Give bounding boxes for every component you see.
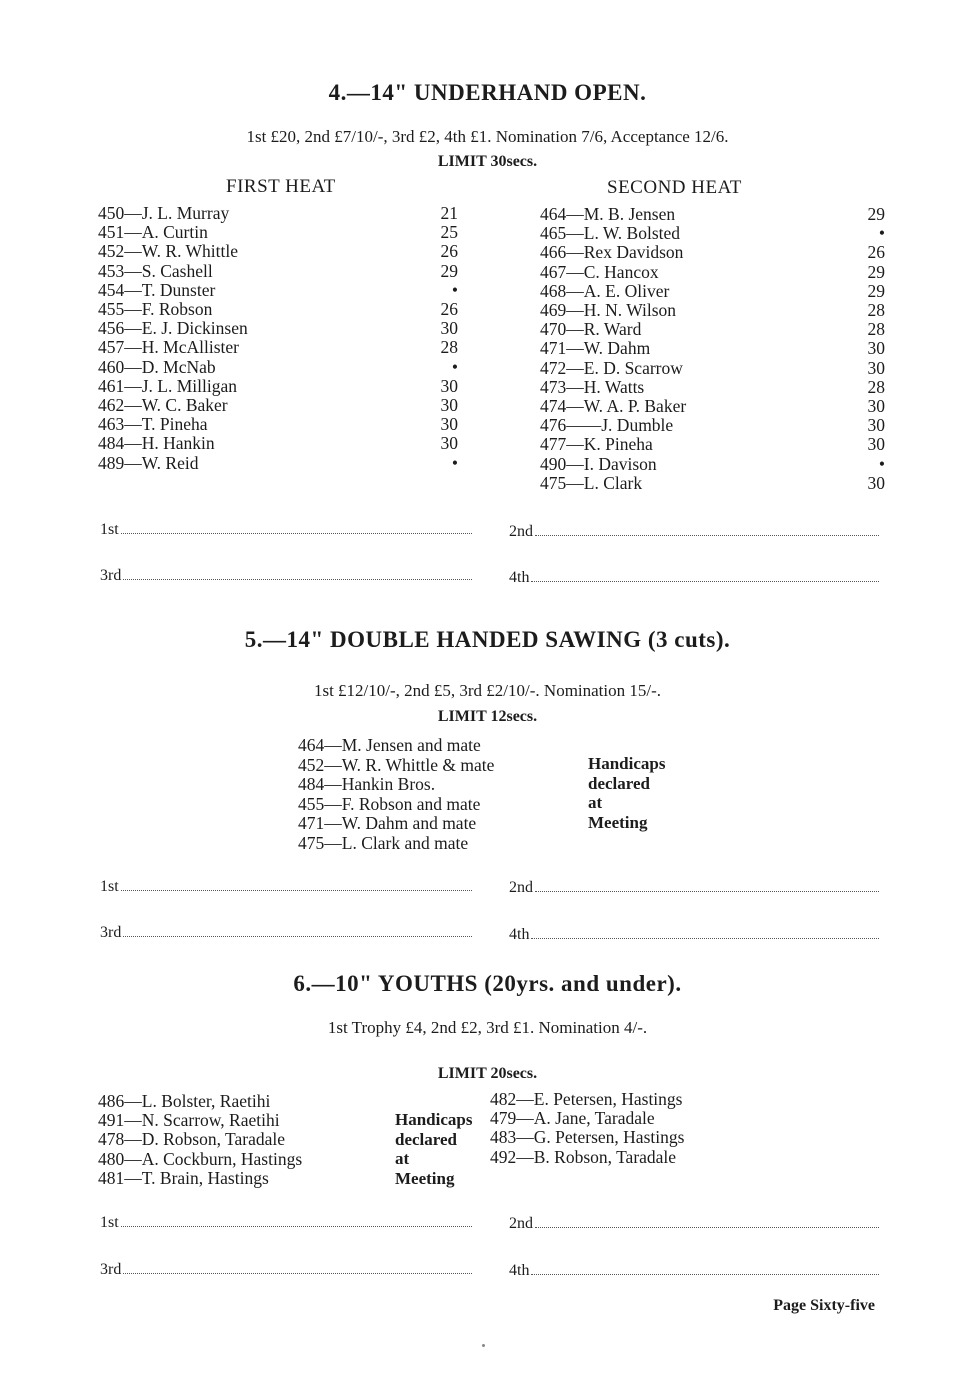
heat-row xyxy=(98,319,458,338)
handicap-time: 26 xyxy=(867,242,885,263)
handicap-time: 26 xyxy=(440,241,458,262)
competitor-name: 454—T. Dunster xyxy=(98,279,216,300)
handicap-time: 29 xyxy=(867,280,885,301)
event4-place-1[interactable]: 1st xyxy=(100,521,472,539)
competitor-name: 462—W. C. Baker xyxy=(98,395,228,415)
competitor-name: 470—R. Ward xyxy=(540,319,642,340)
competitor-name: 455—F. Robson xyxy=(98,299,213,319)
youth-entry: 492—B. Robson, Taradale xyxy=(490,1146,677,1167)
handicap-time: 26 xyxy=(440,299,458,319)
heat-row xyxy=(540,339,885,358)
event4-prizes: 1st £20, 2nd £7/10/-, 3rd £2, 4th £1. Nomination 7/6, Acceptance 12/6. xyxy=(246,127,729,146)
handicap-time: • xyxy=(451,452,458,473)
competitor-name: 451—A. Curtin xyxy=(98,222,208,243)
youth-entry: 482—E. Petersen, Hastings xyxy=(490,1089,683,1109)
competitor-name: 476——J. Dumble xyxy=(540,415,674,436)
competitor-name: 471—W. Dahm xyxy=(540,338,651,359)
first-heat-heading: FIRST HEAT xyxy=(226,176,336,197)
event6-place-2[interactable]: 2nd xyxy=(509,1215,879,1233)
competitor-name: 477—K. Pineha xyxy=(540,434,653,455)
competitor-name: 484—H. Hankin xyxy=(98,433,215,454)
competitor-name: 450—J. L. Murray xyxy=(98,203,230,223)
event5-limit: LIMIT 12secs. xyxy=(437,708,538,725)
handicap-time: 30 xyxy=(867,396,885,416)
event5-place-2[interactable]: 2nd xyxy=(509,879,879,897)
heat-row xyxy=(98,242,458,261)
handicap-time: 28 xyxy=(440,337,458,358)
event4-title: 4.—14" UNDERHAND OPEN. xyxy=(328,80,647,105)
event6-place-3[interactable]: 3rd xyxy=(100,1261,472,1279)
heat-row xyxy=(540,378,885,397)
handicap-time: 30 xyxy=(867,434,885,455)
event5-place-1[interactable]: 1st xyxy=(100,878,472,896)
team-entry: 455—F. Robson and mate xyxy=(298,793,481,814)
competitor-name: 469—H. N. Wilson xyxy=(540,300,677,320)
competitor-name: 466—Rex Davidson xyxy=(540,242,684,263)
handicap-time: 29 xyxy=(867,204,885,224)
heat-row xyxy=(540,263,885,282)
handicap-time: 29 xyxy=(440,260,458,281)
heat-row xyxy=(540,243,885,262)
heat-row xyxy=(540,474,885,493)
youth-entry: 483—G. Petersen, Hastings xyxy=(490,1127,685,1148)
competitor-name: 461—J. L. Milligan xyxy=(98,375,238,396)
handicap-time: 30 xyxy=(440,318,458,339)
handicap-time: 28 xyxy=(867,376,885,397)
handicap-time: 30 xyxy=(440,375,458,396)
heat-row xyxy=(540,320,885,339)
heat-row xyxy=(98,300,458,319)
handicap-note-line: declared xyxy=(395,1129,458,1149)
competitor-name: 457—H. McAllister xyxy=(98,337,239,358)
competitor-name: 452—W. R. Whittle xyxy=(98,241,238,262)
competitor-name: 489—W. Reid xyxy=(98,452,199,473)
handicap-time: 28 xyxy=(867,300,885,320)
handicap-note-line: Handicaps xyxy=(395,1110,473,1129)
page-number: Page Sixty-five xyxy=(773,1297,875,1314)
team-entry: 464—M. Jensen and mate xyxy=(298,735,481,755)
heat-row xyxy=(98,434,458,453)
handicap-time: 30 xyxy=(867,415,885,436)
event6-prizes: 1st Trophy £4, 2nd £2, 3rd £1. Nomination 4/-. xyxy=(327,1018,648,1037)
event5-place-4[interactable]: 4th xyxy=(509,926,879,944)
handicap-time: 30 xyxy=(867,338,885,359)
youth-entry: 479—A. Jane, Taradale xyxy=(490,1108,655,1129)
heat-row xyxy=(540,205,885,224)
handicap-time: 30 xyxy=(867,357,885,378)
heat-row xyxy=(98,338,458,357)
competitor-name: 456—E. J. Dickinsen xyxy=(98,318,248,339)
heat-row xyxy=(98,281,458,300)
team-entry: 484—Hankin Bros. xyxy=(298,774,436,794)
handicap-note-line: Meeting xyxy=(395,1168,455,1188)
handicap-note-line: Meeting xyxy=(588,812,648,832)
event4-limit: LIMIT 30secs. xyxy=(437,153,538,170)
competitor-name: 473—H. Watts xyxy=(540,376,645,397)
handicap-time: • xyxy=(451,356,458,377)
competitor-name: 490—I. Davison xyxy=(540,453,657,474)
event6-place-1[interactable]: 1st xyxy=(100,1214,472,1232)
event5-title: 5.—14" DOUBLE HANDED SAWING (3 cuts). xyxy=(244,627,731,652)
heat-row xyxy=(540,359,885,378)
competitor-name: 460—D. McNab xyxy=(98,356,216,377)
heat-row xyxy=(98,377,458,396)
competitor-name: 465—L. W. Bolsted xyxy=(540,223,681,244)
youth-entry: 491—N. Scarrow, Raetihi xyxy=(98,1110,280,1131)
competitor-name: 475—L. Clark xyxy=(540,472,643,493)
competitor-name: 464—M. B. Jensen xyxy=(540,204,676,224)
handicap-time: • xyxy=(878,453,885,474)
heat-row xyxy=(540,435,885,454)
team-entry: 475—L. Clark and mate xyxy=(298,832,469,853)
handicap-time: 30 xyxy=(440,433,458,454)
handicap-time: 29 xyxy=(867,261,885,282)
heat-row xyxy=(540,416,885,435)
youth-entry: 478—D. Robson, Taradale xyxy=(98,1129,286,1150)
youth-entry: 481—T. Brain, Hastings xyxy=(98,1167,269,1188)
handicap-time: 21 xyxy=(440,203,458,223)
event5-prizes: 1st £12/10/-, 2nd £5, 3rd £2/10/-. Nomination 15/-. xyxy=(313,681,662,700)
competitor-name: 463—T. Pineha xyxy=(98,414,208,435)
youth-entry: 480—A. Cockburn, Hastings xyxy=(98,1148,303,1169)
handicap-time: 30 xyxy=(440,414,458,435)
heat-row xyxy=(98,358,458,377)
handicap-time: 25 xyxy=(440,222,458,243)
handicap-note-line: declared xyxy=(588,773,651,793)
competitor-name: 472—E. D. Scarrow xyxy=(540,357,683,378)
competitor-name: 453—S. Cashell xyxy=(98,260,213,281)
heat-row xyxy=(540,397,885,416)
event6-title: 6.—10" YOUTHS (20yrs. and under). xyxy=(293,971,682,996)
competitor-name: 474—W. A. P. Baker xyxy=(540,396,687,416)
heat-row xyxy=(98,396,458,415)
second-heat-heading: SECOND HEAT xyxy=(607,177,742,198)
event6-limit: LIMIT 20secs. xyxy=(437,1065,538,1082)
heat-row xyxy=(540,455,885,474)
competitor-name: 468—A. E. Oliver xyxy=(540,280,670,301)
team-entry: 471—W. Dahm and mate xyxy=(298,813,477,833)
heat-row xyxy=(98,262,458,281)
team-entry: 452—W. R. Whittle & mate xyxy=(298,754,495,775)
handicap-note-line: at xyxy=(588,793,603,812)
event4-place-4[interactable]: 4th xyxy=(509,569,879,587)
event4-place-3[interactable]: 3rd xyxy=(100,567,472,585)
heat-row xyxy=(540,282,885,301)
handicap-time: 30 xyxy=(440,395,458,415)
handicap-time: 30 xyxy=(867,472,885,493)
handicap-time: 28 xyxy=(867,319,885,340)
handicap-time: • xyxy=(451,279,458,300)
handicap-time: • xyxy=(878,223,885,244)
handicap-note-line: Handicaps xyxy=(588,754,666,773)
heat-row xyxy=(98,415,458,434)
competitor-name: 467—C. Hancox xyxy=(540,261,659,282)
handicap-note-line: at xyxy=(395,1149,410,1168)
heat-row xyxy=(98,454,458,473)
youth-entry: 486—L. Bolster, Raetihi xyxy=(98,1091,271,1111)
event5-place-3[interactable]: 3rd xyxy=(100,924,472,942)
heat-row xyxy=(540,224,885,243)
print-speck xyxy=(482,1344,485,1347)
event6-place-4[interactable]: 4th xyxy=(509,1262,879,1280)
event4-place-2[interactable]: 2nd xyxy=(509,523,879,541)
heat-row xyxy=(540,301,885,320)
heat-row xyxy=(98,204,458,223)
heat-row xyxy=(98,223,458,242)
